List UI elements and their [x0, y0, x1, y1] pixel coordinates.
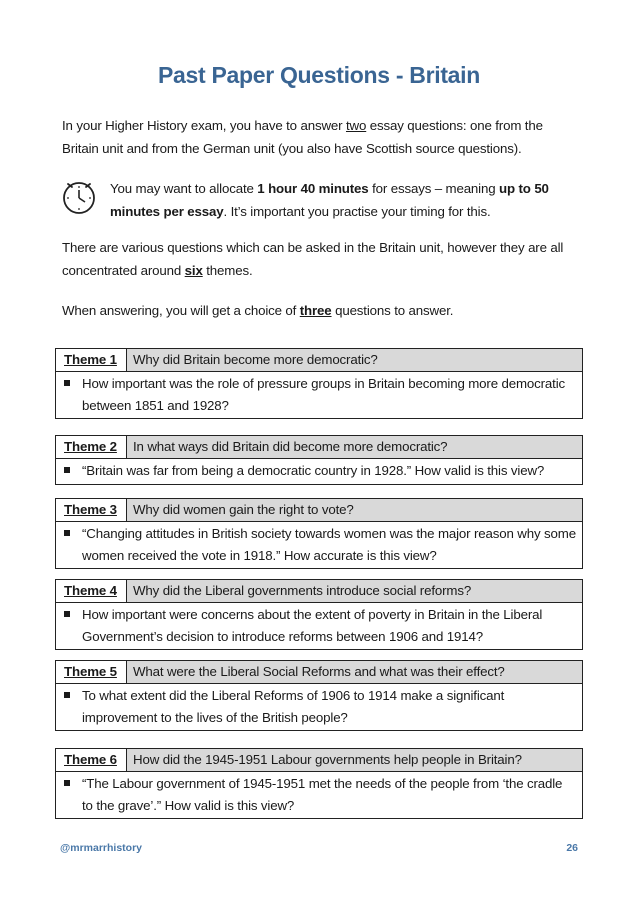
choice-emphasis-three: three [299, 303, 332, 318]
intro-paragraph [62, 115, 582, 160]
theme-essay-question: To what extent did the Liberal Reforms of 1906 to 1914 make a significant improvement to the lives of the British people? [82, 688, 505, 725]
theme-box-3 [55, 498, 583, 569]
theme-box-2 [55, 435, 583, 485]
theme-question: In what ways did Britain did become more democratic? [127, 436, 582, 458]
theme-box-6 [55, 748, 583, 819]
square-bullet-icon [64, 611, 70, 617]
theme-label: Theme 6 [56, 749, 127, 771]
theme-essay-question: How important was the role of pressure groups in Britain becoming more democratic between 1851 and 1928? [82, 376, 566, 413]
theme-question: Why did Britain become more democratic? [127, 349, 582, 371]
page-title: Past Paper Questions - Britain [157, 62, 481, 88]
themes-text-1: There are various questions which can be asked in the Britain unit, however they are all concentrated around [62, 240, 564, 278]
choice-text-1: When answering, you will get a choice of [62, 303, 300, 318]
clock-icon [60, 178, 98, 216]
theme-label: Theme 5 [56, 661, 127, 683]
square-bullet-icon [64, 380, 70, 386]
note-emphasis-duration: 1 hour 40 minutes [257, 181, 369, 196]
theme-question: Why did the Liberal governments introduce social reforms? [127, 580, 582, 602]
square-bullet-icon [64, 692, 70, 698]
note-emphasis-per-essay: up to 50 minutes per essay [110, 181, 549, 219]
themes-emphasis-six: six [184, 262, 203, 278]
theme-essay-question: How important were concerns about the extent of poverty in Britain in the Liberal Government’s decision to introduce reforms between 1906 and 1914? [82, 607, 543, 644]
theme-question: Why did women gain the right to vote? [127, 499, 582, 521]
theme-essay-question: “Britain was far from being a democratic country in 1928.” How valid is this view? [82, 463, 545, 478]
theme-box-1 [55, 348, 583, 419]
theme-label: Theme 4 [56, 580, 127, 602]
theme-box-4 [55, 579, 583, 650]
themes-paragraph [62, 237, 582, 282]
theme-label: Theme 1 [56, 349, 127, 371]
square-bullet-icon [64, 530, 70, 536]
note-text-1: You may want to allocate [110, 181, 258, 196]
square-bullet-icon [64, 467, 70, 473]
theme-box-5 [55, 660, 583, 731]
footer-handle: @mrmarrhistory [60, 842, 143, 854]
intro-emphasis-two: two [345, 118, 367, 133]
note-text-3: . It’s important you practise your timing for this. [223, 203, 491, 219]
choice-paragraph [62, 300, 582, 323]
theme-essay-question: “The Labour government of 1945-1951 met the needs of the people from ‘the cradle to the grave’.” How valid is this view? [82, 776, 563, 813]
square-bullet-icon [64, 780, 70, 786]
theme-question: How did the 1945-1951 Labour governments help people in Britain? [127, 749, 582, 771]
theme-essay-question: “Changing attitudes in British society towards women was the major reason why some women received the vote in 1918.” How accurate is this view? [82, 526, 576, 563]
theme-label: Theme 3 [56, 499, 127, 521]
theme-question: What were the Liberal Social Reforms and what was their effect? [127, 661, 582, 683]
themes-text-2: themes. [202, 262, 253, 278]
intro-text-2: essay questions: one from the Britain unit and from the German unit (you also have Scottish source questions). [62, 118, 543, 156]
choice-text-2: questions to answer. [331, 303, 454, 318]
timing-note [110, 178, 580, 223]
note-text-2: for essays – meaning [368, 181, 500, 196]
theme-label: Theme 2 [56, 436, 127, 458]
page-number: 26 [566, 842, 578, 854]
intro-text-1: In your Higher History exam, you have to answer [62, 118, 346, 133]
